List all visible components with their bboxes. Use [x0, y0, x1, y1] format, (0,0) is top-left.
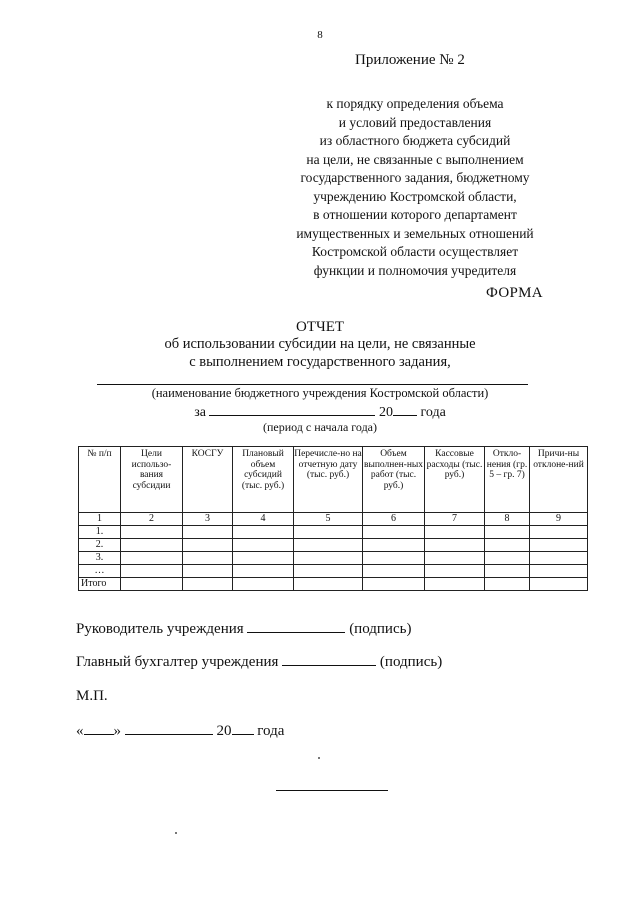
- table-cell[interactable]: [425, 578, 485, 591]
- table-cell[interactable]: [530, 578, 588, 591]
- column-header: № п/п: [79, 447, 121, 513]
- column-number: 7: [425, 513, 485, 526]
- table-cell[interactable]: [294, 565, 363, 578]
- scan-speck: [318, 757, 320, 759]
- column-number: 4: [233, 513, 294, 526]
- table-cell[interactable]: [121, 539, 183, 552]
- column-number: 9: [530, 513, 588, 526]
- table-cell[interactable]: [121, 552, 183, 565]
- appendix-line: из областного бюджета субсидий: [319, 133, 511, 148]
- table-cell[interactable]: [183, 539, 233, 552]
- appendix-line: Костромской области осуществляет: [311, 244, 519, 259]
- table-cell[interactable]: [294, 539, 363, 552]
- table-cell[interactable]: [183, 552, 233, 565]
- column-header: КОСГУ: [183, 447, 233, 513]
- row-number: …: [79, 565, 121, 578]
- table-cell[interactable]: [485, 552, 530, 565]
- table-cell[interactable]: [363, 526, 425, 539]
- row-number: 1.: [79, 526, 121, 539]
- column-header: Плановый объем субсидий (тыс. руб.): [233, 447, 294, 513]
- table-cell[interactable]: [183, 565, 233, 578]
- date-month-field[interactable]: [125, 721, 213, 735]
- total-label: Итого: [79, 578, 121, 591]
- table-cell[interactable]: [233, 526, 294, 539]
- table-row: [79, 565, 588, 578]
- report-title: ОТЧЕТ: [295, 319, 345, 335]
- period-caption: (период с начала года): [262, 420, 377, 434]
- date-year: 20: [216, 723, 232, 739]
- table-cell[interactable]: [363, 552, 425, 565]
- period-year: 20: [378, 405, 393, 420]
- table-cell[interactable]: [425, 539, 485, 552]
- period-field[interactable]: [209, 402, 375, 416]
- appendix-line: государственного задания, бюджетному: [300, 170, 530, 185]
- head-signature-hint: (подпись): [349, 621, 412, 637]
- table-cell[interactable]: [425, 565, 485, 578]
- date-suffix: года: [257, 723, 285, 739]
- report-subtitle: [0, 335, 640, 371]
- table-row: [79, 552, 588, 565]
- head-signature-field[interactable]: [247, 619, 345, 633]
- column-header: Кассовые расходы (тыс. руб.): [425, 447, 485, 513]
- appendix-line: и условий предоставления: [338, 114, 492, 130]
- table-row: [79, 526, 588, 539]
- table-cell[interactable]: [233, 539, 294, 552]
- column-number: 5: [294, 513, 363, 526]
- table-cell[interactable]: [530, 539, 588, 552]
- period-year-field[interactable]: [393, 402, 417, 416]
- column-number: 2: [121, 513, 183, 526]
- head-signature-row: [76, 619, 411, 638]
- table-cell[interactable]: [363, 539, 425, 552]
- appendix-line: в отношении которого департамент: [313, 207, 517, 222]
- page-number: 8: [317, 29, 323, 41]
- table-cell[interactable]: [183, 526, 233, 539]
- table-total-row: [79, 578, 588, 591]
- column-header: Цели использо-вания субсидии: [121, 447, 183, 513]
- appendix-line: функции и полномочия учредителя: [313, 262, 517, 278]
- period-prefix: за: [194, 405, 206, 420]
- table-cell[interactable]: [121, 526, 183, 539]
- table-cell[interactable]: [485, 565, 530, 578]
- column-number: 1: [79, 513, 121, 526]
- table-cell[interactable]: [485, 578, 530, 591]
- column-header: Объем выполнен-ных работ (тыс. руб.): [363, 447, 425, 513]
- scan-speck: [175, 832, 177, 834]
- row-number: 3.: [79, 552, 121, 565]
- table-row: [79, 539, 588, 552]
- accountant-signature-hint: (подпись): [379, 654, 443, 670]
- head-signature-label: Руководитель учреждения: [76, 621, 244, 637]
- period-suffix: года: [420, 405, 446, 420]
- column-number: 8: [485, 513, 530, 526]
- table-cell[interactable]: [363, 578, 425, 591]
- column-number-row: [79, 513, 588, 526]
- report-subtitle-line: с выполнением государственного задания,: [189, 354, 451, 370]
- table-cell[interactable]: [425, 552, 485, 565]
- table-cell[interactable]: [183, 578, 233, 591]
- closing-divider: [276, 790, 388, 791]
- appendix-title: Приложение № 2: [355, 52, 465, 68]
- table-cell[interactable]: [530, 552, 588, 565]
- report-subtitle-line: об использовании субсидии на цели, не связанные: [164, 336, 476, 352]
- appendix-line: учреждению Костромской области,: [313, 188, 517, 204]
- accountant-signature-row: [76, 652, 442, 671]
- table-header-row: [79, 447, 588, 513]
- form-label: ФОРМА: [486, 285, 543, 301]
- report-table: [78, 446, 588, 591]
- table-cell[interactable]: [233, 565, 294, 578]
- table-cell[interactable]: [485, 526, 530, 539]
- column-number: 6: [363, 513, 425, 526]
- appendix-line: имущественных и земельных отношений: [296, 225, 534, 241]
- table-cell[interactable]: [233, 578, 294, 591]
- stamp-label: М.П.: [76, 688, 108, 704]
- table-cell[interactable]: [425, 526, 485, 539]
- column-header: Причи-ны отклоне-ний: [530, 447, 588, 513]
- table-cell[interactable]: [363, 565, 425, 578]
- institution-name-field[interactable]: [97, 384, 528, 385]
- table-cell[interactable]: [294, 526, 363, 539]
- table-cell[interactable]: [530, 526, 588, 539]
- appendix-line: к порядку определения объема: [326, 96, 504, 111]
- table-cell[interactable]: [233, 552, 294, 565]
- column-number: 3: [183, 513, 233, 526]
- appendix-text: [260, 95, 570, 280]
- table-cell[interactable]: [294, 578, 363, 591]
- institution-name-caption: (наименование бюджетного учреждения Костромской области): [151, 386, 489, 400]
- period-row: [0, 402, 640, 421]
- row-number: 2.: [79, 539, 121, 552]
- accountant-signature-field[interactable]: [282, 652, 376, 666]
- column-header: Откло-нения (гр. 5 – гр. 7): [485, 447, 530, 513]
- date-year-field[interactable]: [232, 721, 254, 735]
- table-cell[interactable]: [485, 539, 530, 552]
- appendix-line: на цели, не связанные с выполнением: [306, 151, 524, 167]
- accountant-signature-label: Главный бухгалтер учреждения: [76, 654, 279, 670]
- date-day-field[interactable]: [84, 721, 114, 735]
- date-close-quote: »: [113, 723, 121, 739]
- column-header: Перечисле-но на отчетную дату (тыс. руб.): [294, 447, 363, 513]
- table-cell[interactable]: [530, 565, 588, 578]
- date-row: [76, 721, 284, 740]
- date-open-quote: «: [76, 723, 84, 739]
- table-cell[interactable]: [121, 565, 183, 578]
- table-cell[interactable]: [121, 578, 183, 591]
- table-cell[interactable]: [294, 552, 363, 565]
